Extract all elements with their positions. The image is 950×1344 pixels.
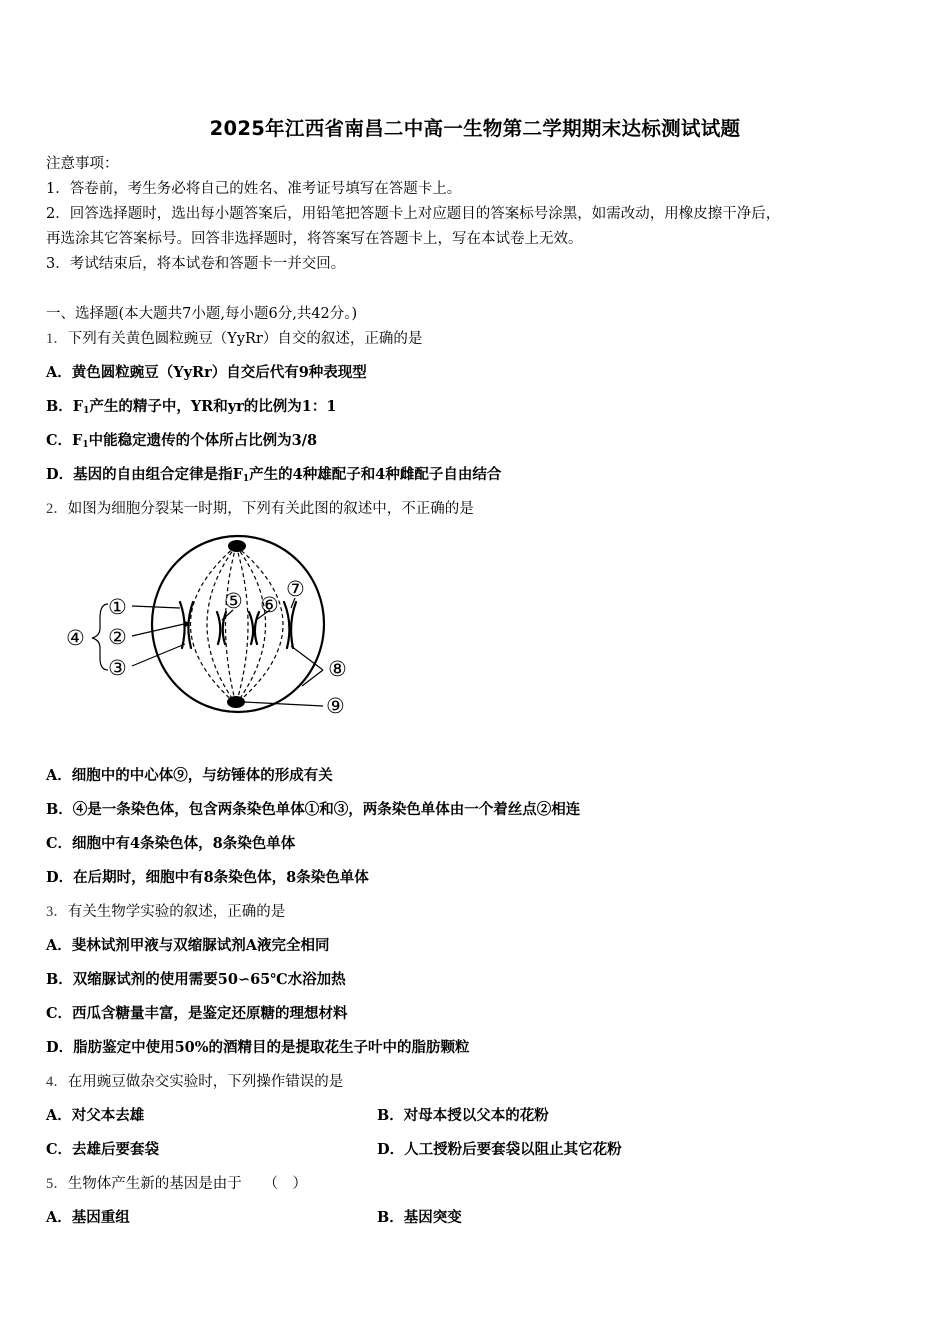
label-1: ①	[108, 595, 127, 619]
question-number: 3．	[46, 904, 68, 920]
question-number: 4．	[46, 1074, 68, 1090]
question-stem: 有关生物学实验的叙述，正确的是	[67, 904, 286, 920]
q5-option-b[interactable]: B．基因突变	[377, 1209, 462, 1226]
question-4	[46, 1070, 343, 1091]
chromosome-4	[284, 602, 296, 648]
notice-item: 再选涂其它答案标号。回答非选择题时，将答案写在答题卡上，写在本试卷上无效。	[46, 231, 583, 247]
q4-option-c[interactable]: C．去雄后要套袋	[46, 1141, 160, 1158]
centrosome-bottom	[227, 696, 245, 708]
subscript: 1	[82, 440, 89, 450]
option-text: 产生的4种雄配子和4种雌配子自由结合	[249, 466, 502, 483]
notice-heading: 注意事项：	[46, 156, 119, 172]
label-7: ⑦	[286, 577, 305, 601]
q3-option-d[interactable]: D．脂肪鉴定中使用50%的酒精目的是提取花生子叶中的脂肪颗粒	[46, 1039, 470, 1056]
question-5	[46, 1172, 307, 1193]
label-6: ⑥	[260, 593, 279, 617]
q2-option-a[interactable]: A．细胞中的中心体⑨，与纺锤体的形成有关	[46, 767, 333, 784]
cell-division-figure	[60, 528, 360, 723]
section-heading: 一、选择题(本大题共7小题,每小题6分,共42分。)	[46, 306, 358, 322]
cell-membrane	[152, 536, 324, 712]
notice-item: 2．回答选择题时，选出每小题答案后，用铅笔把答题卡上对应题目的答案标号涂黑，如需改动，用橡皮擦干净后，	[46, 206, 781, 222]
option-text: B．F	[46, 398, 84, 415]
label-3: ③	[108, 656, 127, 680]
question-stem: 在用豌豆做杂交实验时，下列操作错误的是	[67, 1074, 344, 1090]
question-1	[46, 327, 422, 348]
page-title: 2025年江西省南昌二中高一生物第二学期期末达标测试试题	[209, 117, 741, 140]
chromosome-3	[249, 612, 259, 644]
label-9: ⑨	[326, 694, 345, 718]
q3-option-a[interactable]: A．斐林试剂甲液与双缩脲试剂A液完全相同	[46, 937, 330, 954]
notice-item: 1．答卷前，考生务必将自己的姓名、准考证号填写在答题卡上。	[46, 181, 462, 197]
q3-option-b[interactable]: B．双缩脲试剂的使用需要50∽65℃水浴加热	[46, 971, 346, 988]
q2-option-c[interactable]: C．细胞中有4条染色体，8条染色单体	[46, 835, 296, 852]
q5-option-a[interactable]: A．基因重组	[46, 1209, 130, 1226]
option-text: 产生的精子中，YR和yr的比例为1：1	[89, 398, 337, 415]
q4-option-a[interactable]: A．对父本去雄	[46, 1107, 145, 1124]
question-number: 5．	[46, 1176, 68, 1192]
label-2: ②	[108, 625, 127, 649]
q2-option-b[interactable]: B．④是一条染色体，包含两条染色单体①和③，两条染色单体由一个着丝点②相连	[46, 801, 581, 818]
q1-option-b[interactable]	[46, 395, 336, 416]
notice-item: 3．考试结束后，将本试卷和答题卡一并交回。	[46, 256, 346, 272]
q4-option-b[interactable]: B．对母本授以父本的花粉	[377, 1107, 549, 1124]
subscript: 1	[83, 406, 90, 416]
centromere-dot	[184, 622, 189, 627]
q4-option-d[interactable]: D．人工授粉后要套袋以阻止其它花粉	[377, 1141, 622, 1158]
question-number: 1．	[46, 331, 68, 347]
label-4: ④	[66, 626, 85, 650]
question-2	[46, 497, 474, 518]
spindle-fibers	[191, 546, 284, 704]
q3-option-c[interactable]: C．西瓜含糖量丰富，是鉴定还原糖的理想材料	[46, 1005, 348, 1022]
option-text: 中能稳定遗传的个体所占比例为3/8	[88, 432, 318, 449]
centrosome-top	[228, 540, 246, 552]
label-5: ⑤	[224, 589, 243, 613]
q2-option-d[interactable]: D．在后期时，细胞中有8条染色体，8条染色单体	[46, 869, 369, 886]
question-stem: 生物体产生新的基因是由于 （ ）	[67, 1176, 307, 1192]
option-text: C．F	[46, 432, 83, 449]
q1-option-c[interactable]	[46, 429, 317, 450]
question-stem: 下列有关黄色圆粒豌豆（YyRr）自交的叙述，正确的是	[67, 331, 423, 347]
question-number: 2．	[46, 501, 68, 517]
option-text: D．基因的自由组合定律是指F	[46, 466, 243, 483]
subscript: 1	[242, 474, 250, 484]
label-8: ⑧	[328, 657, 347, 681]
question-3	[46, 900, 285, 921]
q1-option-d[interactable]	[46, 463, 501, 484]
q1-option-a[interactable]: A．黄色圆粒豌豆（YyRr）自交后代有9种表现型	[46, 364, 367, 381]
question-stem: 如图为细胞分裂某一时期，下列有关此图的叙述中，不正确的是	[67, 501, 474, 517]
